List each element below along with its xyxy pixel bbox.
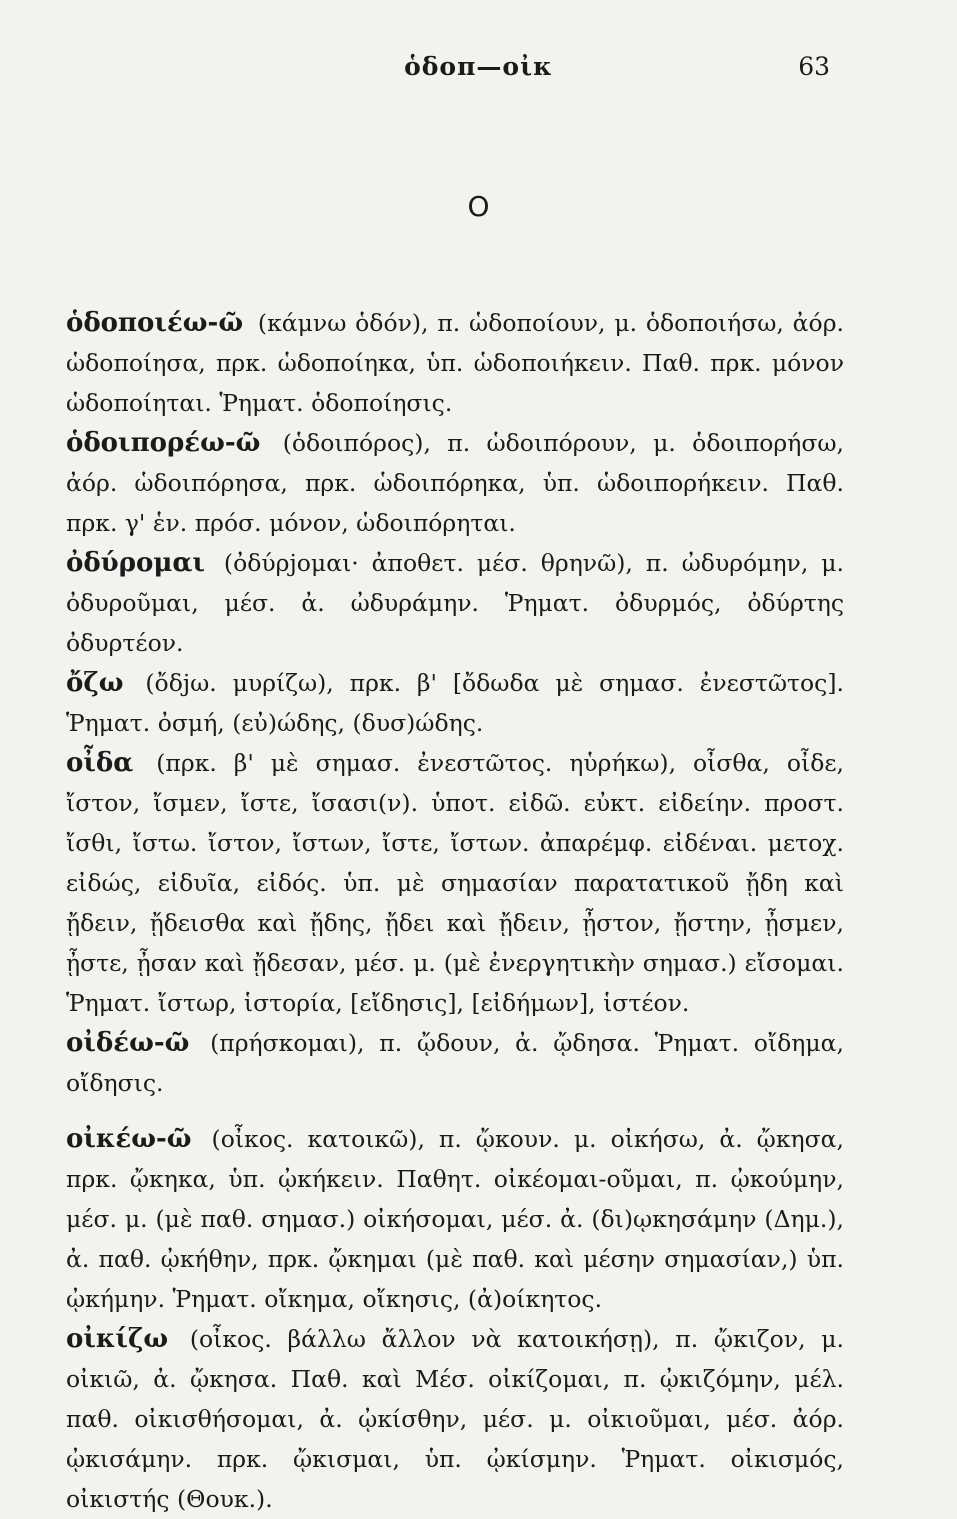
dictionary-entry	[66, 1023, 844, 1103]
entry-lemma: οἰκίζω	[66, 1324, 169, 1354]
entry-text: (πρήσκομαι), π. ᾤδουν, ἀ. ᾤδησα. Ῥηματ. οἴδημα, οἴδησις.	[66, 1029, 844, 1097]
entry-lemma: ὁδοιπορέω-ῶ	[66, 428, 261, 458]
entry-text: (πρκ. β' μὲ σημασ. ἐνεστῶτος. ηὑρήκω), οἶσθα, οἶδε, ἴστον, ἴσμεν, ἴστε, ἴσασι(ν). ὑποτ. εἰδῶ. εὐκτ. εἰδείην. προστ. ἴσθι, ἴστω. ἴστον, ἴστων, ἴστε, ἴστων. ἀπαρέμφ. εἰδέναι. μετοχ. εἰδώς, εἰδυῖα, εἰδός. ὑπ. μὲ σημασίαν παρατατικοῦ ᾔδη καὶ ᾔδειν, ᾔδεισθα καὶ ᾔδης, ᾔδει καὶ ᾔδειν, ᾖστον, ᾔστην, ᾖσμεν, ᾖστε, ᾖσαν καὶ ᾔδεσαν, μέσ. μ. (μὲ ἐνεργητικὴν σημασ.) εἴσομαι. Ῥηματ. ἴστωρ, ἱστορία, [εἴδησις], [εἰδήμων], ἱστέον.	[66, 749, 844, 1017]
entry-text: (οἶκος. βάλλω ἄλλον νὰ κατοικήσῃ), π. ᾤκιζον, μ. οἰκιῶ, ἀ. ᾤκησα. Παθ. καὶ Μέσ. οἰκίζομαι, π. ᾠκιζόμην, μέλ. παθ. οἰκισθήσομαι, ἀ. ᾠκίσθην, μέσ. μ. οἰκιοῦμαι, μέσ. ἀόρ. ᾠκισάμην. πρκ. ᾤκισμαι, ὑπ. ᾠκίσμην. Ῥηματ. οἰκισμός, οἰκιστής (Θουκ.).	[66, 1325, 844, 1513]
entry-lemma: οἰδέω-ῶ	[66, 1028, 190, 1058]
dictionary-entry	[66, 423, 844, 543]
running-head	[0, 52, 957, 92]
entry-lemma: οἰκέω-ῶ	[66, 1124, 192, 1154]
entry-text: (ὄδjω. μυρίζω), πρκ. β' [ὄδωδα μὲ σημασ. ἐνεστῶτος]. Ῥηματ. ὀσμή, (εὐ)ώδης, (δυσ)ώδης.	[66, 669, 844, 737]
entry-text: (κάμνω ὁδόν), π. ὡδοποίουν, μ. ὁδοποιήσω, ἀόρ. ὡδοποίησα, πρκ. ὡδοποίηκα, ὑπ. ὡδοποιήκειν. Παθ. πρκ. μόνον ὡδοποίηται. Ῥηματ. ὁδοποίησις.	[66, 309, 844, 417]
running-title: ὁδοπ—οἰκ	[404, 52, 553, 81]
entry-lemma: οἶδα	[66, 748, 134, 778]
dictionary-entry	[66, 1319, 844, 1519]
section-letter: Ο	[467, 190, 490, 223]
dictionary-entry	[66, 543, 844, 663]
entry-text: (οἶκος. κατοικῶ), π. ᾤκουν. μ. οἰκήσω, ἀ. ᾤκησα, πρκ. ᾤκηκα, ὑπ. ᾠκήκειν. Παθητ. οἰκέομαι-οῦμαι, π. ᾠκούμην, μέσ. μ. (μὲ παθ. σημασ.) οἰκήσομαι, μέσ. ἀ. (δι)ῳκησάμην (Δημ.), ἀ. παθ. ᾠκήθην, πρκ. ᾤκημαι (μὲ παθ. καὶ μέσην σημασίαν,) ὑπ. ᾠκήμην. Ῥηματ. οἴκημα, οἴκησις, (ἀ)οίκητος.	[66, 1125, 844, 1313]
dictionary-entry	[66, 303, 844, 423]
page-number: 63	[798, 52, 830, 81]
dictionary-entry	[66, 1119, 844, 1319]
entry-lemma: ὄζω	[66, 668, 124, 698]
dictionary-entry	[66, 663, 844, 743]
entry-text: (ὁδοιπόρος), π. ὡδοιπόρουν, μ. ὁδοιπορήσω, ἀόρ. ὡδοιπόρησα, πρκ. ὡδοιπόρηκα, ὑπ. ὡδοιπορήκειν. Παθ. πρκ. γ' ἑν. πρόσ. μόνον, ὡδοιπόρηται.	[66, 429, 844, 537]
dictionary-entries	[66, 303, 844, 1519]
entry-text: (ὀδύρjομαι· ἀποθετ. μέσ. θρηνῶ), π. ὠδυρόμην, μ. ὀδυροῦμαι, μέσ. ἀ. ὠδυράμην. Ῥηματ. ὀδυρμός, ὀδύρτης ὀδυρτέον.	[66, 549, 844, 657]
dictionary-entry	[66, 743, 844, 1023]
entry-lemma: ὁδοποιέω-ῶ	[66, 308, 244, 338]
entry-lemma: ὀδύρομαι	[66, 548, 205, 578]
